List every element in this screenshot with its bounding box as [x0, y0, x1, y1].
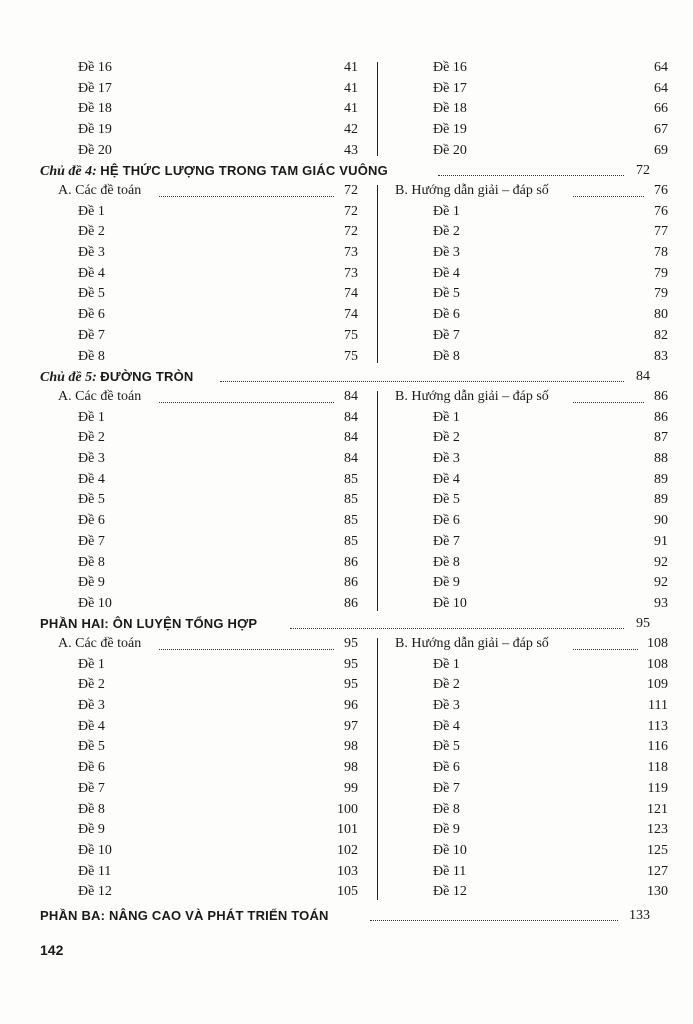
toc-entry: Đề 5 74	[78, 286, 358, 302]
toc-entry: Đề 2 87	[433, 430, 668, 446]
toc-entry: Đề 3 111	[433, 698, 668, 714]
toc-entry: Đề 9 86	[78, 575, 358, 591]
page-number: 142	[40, 942, 64, 958]
toc-entry: Đề 20 43	[78, 142, 358, 158]
section-chu-de-5	[40, 367, 668, 615]
section-heading: Chủ đề 5: ĐƯỜNG TRÒN 84	[40, 369, 650, 385]
subsection-heading: A. Các đề toán 72	[58, 183, 358, 198]
toc-entry: Đề 1 76	[433, 203, 668, 219]
toc-entry: Đề 4 73	[78, 265, 358, 281]
toc-entry: Đề 10 93	[433, 595, 668, 611]
toc-entry: Đề 3 84	[78, 451, 358, 467]
toc-entry: Đề 10 125	[433, 842, 668, 858]
toc-entry: Đề 17 41	[78, 80, 358, 96]
section-phan-hai	[40, 614, 668, 904]
column-divider	[377, 185, 378, 363]
section-chu-de-4	[40, 161, 668, 366]
column-divider	[377, 391, 378, 611]
toc-entry: Đề 20 69	[433, 142, 668, 158]
toc-entry: Đề 19 42	[78, 122, 358, 138]
toc-entry: Đề 7 99	[78, 780, 358, 796]
toc-entry: Đề 5 89	[433, 492, 668, 508]
toc-entry: Đề 7 119	[433, 780, 668, 796]
column-divider	[377, 62, 378, 156]
toc-entry: Đề 1 95	[78, 656, 358, 672]
toc-entry: Đề 4 79	[433, 265, 668, 281]
toc-entry: Đề 3 96	[78, 698, 358, 714]
subsection-heading: A. Các đề toán 95	[58, 636, 358, 651]
toc-entry: Đề 8 92	[433, 554, 668, 570]
left-column	[40, 634, 358, 903]
right-column	[395, 634, 668, 903]
toc-entry: Đề 18 41	[78, 101, 358, 117]
toc-entry: Đề 5 98	[78, 739, 358, 755]
toc-entry: Đề 6 74	[78, 307, 358, 323]
toc-entry: Đề 4 97	[78, 718, 358, 734]
toc-entry: Đề 9 101	[78, 822, 358, 838]
toc-entry: Đề 10 102	[78, 842, 358, 858]
toc-entry: Đề 5 85	[78, 492, 358, 508]
toc-entry: Đề 2 95	[78, 677, 358, 693]
right-column	[395, 181, 668, 367]
toc-entry: Đề 8 86	[78, 554, 358, 570]
toc-entry: Đề 16 41	[78, 60, 358, 75]
toc-entry: Đề 7 91	[433, 533, 668, 549]
toc-entry: Đề 6 90	[433, 513, 668, 529]
toc-entry: Đề 5 116	[433, 739, 668, 755]
toc-entry: Đề 6 98	[78, 760, 358, 776]
right-column	[395, 387, 668, 615]
left-column	[40, 181, 358, 367]
left-column	[40, 58, 358, 161]
toc-entry: Đề 9 123	[433, 822, 668, 838]
toc-entry: Đề 8 121	[433, 801, 668, 817]
toc-entry: Đề 1 72	[78, 203, 358, 219]
toc-entry: Đề 7 85	[78, 533, 358, 549]
right-column	[395, 58, 668, 161]
toc-entry: Đề 6 85	[78, 513, 358, 529]
toc-entry: Đề 4 113	[433, 718, 668, 734]
subsection-heading: A. Các đề toán 84	[58, 389, 358, 404]
toc-entry: Đề 8 100	[78, 801, 358, 817]
toc-entry: Đề 8 75	[78, 348, 358, 364]
toc-entry: Đề 3 88	[433, 451, 668, 467]
column-divider	[377, 638, 378, 900]
toc-entry: Đề 9 92	[433, 575, 668, 591]
toc-entry: Đề 16 64	[433, 60, 668, 75]
toc-entry: Đề 6 118	[433, 760, 668, 776]
section-heading: PHẦN HAI: ÔN LUYỆN TỔNG HỢP 95	[40, 616, 650, 631]
toc-entry: Đề 1 108	[433, 656, 668, 672]
subsection-heading: B. Hướng dẫn giải – đáp số 86	[395, 389, 668, 404]
toc-entry: Đề 4 89	[433, 471, 668, 487]
toc-entry: Đề 19 67	[433, 122, 668, 138]
toc-entry: Đề 7 75	[78, 327, 358, 343]
toc-entry: Đề 2 109	[433, 677, 668, 693]
toc-entry: Đề 3 73	[78, 245, 358, 261]
toc-entry: Đề 17 64	[433, 80, 668, 96]
toc-continuation-block	[40, 58, 668, 162]
toc-entry: Đề 2 72	[78, 224, 358, 240]
toc-entry: Đề 1 86	[433, 409, 668, 425]
section-heading: PHẦN BA: NÂNG CAO VÀ PHÁT TRIỂN TOÁN 133	[40, 908, 650, 923]
subsection-heading: B. Hướng dẫn giải – đáp số 76	[395, 183, 668, 198]
toc-entry: Đề 6 80	[433, 307, 668, 323]
toc-entry: Đề 8 83	[433, 348, 668, 364]
toc-entry: Đề 12 105	[78, 884, 358, 900]
toc-entry: Đề 4 85	[78, 471, 358, 487]
section-phan-ba	[40, 906, 650, 926]
toc-entry: Đề 10 86	[78, 595, 358, 611]
toc-entry: Đề 12 130	[433, 884, 668, 900]
toc-entry: Đề 2 84	[78, 430, 358, 446]
toc-entry: Đề 11 103	[78, 863, 358, 879]
section-heading: Chủ đề 4: HỆ THỨC LƯỢNG TRONG TAM GIÁC VUÔNG 72	[40, 163, 650, 179]
toc-entry: Đề 3 78	[433, 245, 668, 261]
toc-entry: Đề 1 84	[78, 409, 358, 425]
toc-entry: Đề 7 82	[433, 327, 668, 343]
toc-entry: Đề 18 66	[433, 101, 668, 117]
toc-entry: Đề 11 127	[433, 863, 668, 879]
subsection-heading: B. Hướng dẫn giải – đáp số 108	[395, 636, 668, 651]
left-column	[40, 387, 358, 615]
toc-entry: Đề 5 79	[433, 286, 668, 302]
toc-entry: Đề 2 77	[433, 224, 668, 240]
